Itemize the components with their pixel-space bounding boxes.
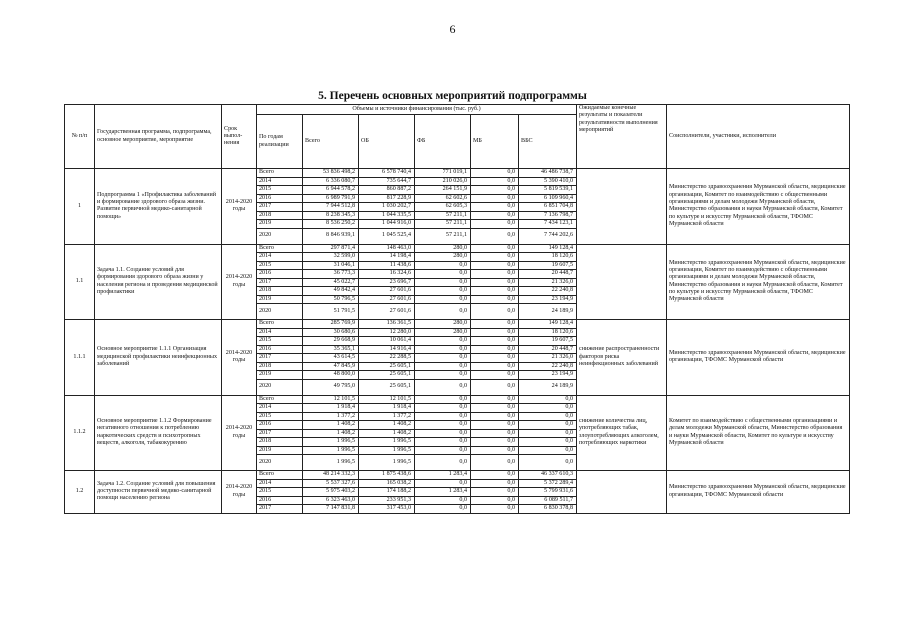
amount-mb: 0,0 (471, 496, 519, 505)
amount-fb: 0,0 (415, 379, 471, 395)
amount-fb: 0,0 (415, 354, 471, 363)
amount-ob: 136 361,5 (359, 320, 415, 329)
amount-ob: 735 644,7 (359, 177, 415, 186)
amount-total: 6 323 463,0 (303, 496, 359, 505)
year-cell: 2016 (257, 345, 303, 354)
amount-ob: 11 438,6 (359, 261, 415, 270)
year-cell: 2014 (257, 177, 303, 186)
amount-fb: 0,0 (415, 438, 471, 447)
amount-ob: 1 875 438,6 (359, 471, 415, 480)
amount-ob: 14 916,4 (359, 345, 415, 354)
amount-total: 8 536 250,2 (303, 220, 359, 229)
amount-mb: 0,0 (471, 362, 519, 371)
amount-total: 7 944 512,8 (303, 203, 359, 212)
amount-total: 53 836 498,2 (303, 169, 359, 178)
amount-total: 48 214 332,3 (303, 471, 359, 480)
amount-mb: 0,0 (471, 177, 519, 186)
amount-total: 12 101,5 (303, 395, 359, 404)
amount-ob: 817 228,9 (359, 194, 415, 203)
amount-fb: 280,0 (415, 320, 471, 329)
activities-table (64, 104, 850, 514)
amount-fb: 0,0 (415, 404, 471, 413)
amount-total: 48 800,0 (303, 371, 359, 380)
amount-ob: 10 061,4 (359, 337, 415, 346)
amount-vbs: 5 372 289,4 (519, 479, 577, 488)
amount-vbs: 5 799 931,6 (519, 488, 577, 497)
amount-ob: 233 951,3 (359, 496, 415, 505)
amount-vbs: 6 109 960,4 (519, 194, 577, 203)
amount-total: 1 408,2 (303, 421, 359, 430)
amount-vbs: 18 120,6 (519, 253, 577, 262)
year-cell: 2015 (257, 261, 303, 270)
amount-total: 297 871,4 (303, 244, 359, 253)
amount-vbs: 19 607,5 (519, 261, 577, 270)
amount-ob: 27 601,6 (359, 287, 415, 296)
amount-vbs: 149 128,4 (519, 320, 577, 329)
amount-fb: 0,0 (415, 270, 471, 279)
amount-total: 32 599,0 (303, 253, 359, 262)
amount-fb: 210 026,0 (415, 177, 471, 186)
amount-vbs: 0,0 (519, 412, 577, 421)
year-cell: 2019 (257, 446, 303, 455)
year-cell: 2019 (257, 371, 303, 380)
amount-fb: 264 151,9 (415, 186, 471, 195)
amount-mb: 0,0 (471, 194, 519, 203)
table-row (65, 471, 850, 480)
year-cell: Всего (257, 471, 303, 480)
amount-fb: 0,0 (415, 337, 471, 346)
amount-fb: 0,0 (415, 261, 471, 270)
amount-fb: 280,0 (415, 253, 471, 262)
amount-ob: 23 696,7 (359, 278, 415, 287)
activity-name: Основное мероприятие 1.1.1 Организация медицинской профилактики неинфекционных заболеваний (95, 320, 222, 396)
amount-ob: 25 605,1 (359, 362, 415, 371)
amount-ob: 27 601,6 (359, 304, 415, 320)
table-row (65, 169, 850, 178)
amount-vbs: 0,0 (519, 395, 577, 404)
expected-results (577, 471, 667, 514)
amount-vbs: 0,0 (519, 429, 577, 438)
year-cell: 2019 (257, 220, 303, 229)
row-number: 1.1.2 (65, 395, 95, 471)
amount-vbs: 21 326,0 (519, 278, 577, 287)
amount-total: 30 680,6 (303, 328, 359, 337)
year-cell: 2018 (257, 438, 303, 447)
amount-ob: 12 280,0 (359, 328, 415, 337)
amount-fb: 0,0 (415, 446, 471, 455)
amount-ob: 16 324,6 (359, 270, 415, 279)
amount-total: 8 238 345,3 (303, 211, 359, 220)
amount-fb: 0,0 (415, 278, 471, 287)
year-cell: 2017 (257, 203, 303, 212)
amount-mb: 0,0 (471, 379, 519, 395)
year-cell: 2016 (257, 496, 303, 505)
activity-name: Подпрограмма 1 «Профилактика заболеваний и формирование здорового образа жизни. Развитие первичной медико-санитарной помощи» (95, 169, 222, 245)
executors: Министерство здравоохранения Мурманской области, медицинские организации, Комитет по взаимодействию с общественными организациями и делам молодежи Мурманской области, Министерство образования и науки Мурманской области, Комитет по культуре и искусству Мурманской области, ТФОМС Мурманской области (667, 244, 850, 320)
year-cell: 2020 (257, 379, 303, 395)
amount-ob: 1 044 916,0 (359, 220, 415, 229)
amount-mb: 0,0 (471, 278, 519, 287)
amount-fb: 1 283,4 (415, 471, 471, 480)
amount-fb: 62 605,3 (415, 203, 471, 212)
amount-ob: 14 198,4 (359, 253, 415, 262)
year-cell: 2017 (257, 505, 303, 514)
header-fb: ФБ (415, 115, 471, 169)
amount-fb: 0,0 (415, 496, 471, 505)
execution-term: 2014-2020 годы (222, 395, 257, 471)
header-term: Срок выпол-нения (222, 105, 257, 169)
year-cell: 2017 (257, 278, 303, 287)
amount-total: 6 944 578,2 (303, 186, 359, 195)
amount-vbs: 20 448,7 (519, 345, 577, 354)
year-cell: 2016 (257, 421, 303, 430)
year-cell: 2015 (257, 412, 303, 421)
year-cell: 2018 (257, 211, 303, 220)
amount-fb: 0,0 (415, 295, 471, 304)
amount-total: 5 975 403,2 (303, 488, 359, 497)
header-program: Государственная программа, подпрограмма, основное мероприятие, мероприятие (95, 105, 222, 169)
amount-mb: 0,0 (471, 304, 519, 320)
amount-mb: 0,0 (471, 488, 519, 497)
header-total: Всего (303, 115, 359, 169)
amount-total: 35 365,1 (303, 345, 359, 354)
amount-mb: 0,0 (471, 320, 519, 329)
year-cell: Всего (257, 395, 303, 404)
table-row (65, 320, 850, 329)
amount-ob: 165 038,2 (359, 479, 415, 488)
amount-mb: 0,0 (471, 404, 519, 413)
amount-mb: 0,0 (471, 421, 519, 430)
amount-mb: 0,0 (471, 471, 519, 480)
amount-mb: 0,0 (471, 287, 519, 296)
amount-vbs: 46 486 738,7 (519, 169, 577, 178)
amount-ob: 12 101,5 (359, 395, 415, 404)
amount-vbs: 0,0 (519, 421, 577, 430)
year-cell: 2014 (257, 479, 303, 488)
amount-mb: 0,0 (471, 446, 519, 455)
header-mb: МБ (471, 115, 519, 169)
activity-name: Задача 1.1. Создание условий для формирования здорового образа жизни у населения региона и проведения медицинской профилактики (95, 244, 222, 320)
amount-vbs: 21 326,0 (519, 354, 577, 363)
amount-total: 1 996,5 (303, 446, 359, 455)
amount-mb: 0,0 (471, 261, 519, 270)
amount-vbs: 23 194,9 (519, 295, 577, 304)
amount-ob: 22 288,5 (359, 354, 415, 363)
amount-fb: 0,0 (415, 455, 471, 471)
year-cell: Всего (257, 169, 303, 178)
amount-ob: 25 605,1 (359, 379, 415, 395)
amount-mb: 0,0 (471, 253, 519, 262)
amount-mb: 0,0 (471, 479, 519, 488)
amount-vbs: 149 128,4 (519, 244, 577, 253)
amount-vbs: 22 240,8 (519, 362, 577, 371)
amount-total: 1 918,4 (303, 404, 359, 413)
amount-ob: 27 601,6 (359, 295, 415, 304)
amount-mb: 0,0 (471, 345, 519, 354)
amount-mb: 0,0 (471, 354, 519, 363)
amount-ob: 1 996,5 (359, 446, 415, 455)
expected-results: снижение количества лиц, употребляющих табак, злоупотребляющих алкоголем, потребляющих наркотики (577, 395, 667, 471)
amount-fb: 0,0 (415, 412, 471, 421)
amount-ob: 1 044 335,5 (359, 211, 415, 220)
amount-fb: 0,0 (415, 421, 471, 430)
page-number: 6 (449, 22, 456, 36)
amount-ob: 1 996,5 (359, 455, 415, 471)
amount-vbs: 0,0 (519, 404, 577, 413)
amount-mb: 0,0 (471, 328, 519, 337)
year-cell: Всего (257, 244, 303, 253)
year-cell: 2020 (257, 304, 303, 320)
amount-ob: 174 188,2 (359, 488, 415, 497)
amount-fb: 0,0 (415, 287, 471, 296)
amount-ob: 860 887,2 (359, 186, 415, 195)
amount-vbs: 46 337 610,3 (519, 471, 577, 480)
header-years: По годам реализации (257, 115, 303, 169)
amount-mb: 0,0 (471, 438, 519, 447)
header-num: № п/п (65, 105, 95, 169)
year-cell: 2014 (257, 404, 303, 413)
amount-vbs: 5 390 410,0 (519, 177, 577, 186)
amount-vbs: 0,0 (519, 455, 577, 471)
amount-mb: 0,0 (471, 429, 519, 438)
amount-fb: 57 211,1 (415, 211, 471, 220)
header-funding-group: Объемы и источники финансирования (тыс. руб.) (257, 105, 577, 115)
header-vbs: ВБС (519, 115, 577, 169)
amount-fb: 1 283,4 (415, 488, 471, 497)
amount-total: 29 668,9 (303, 337, 359, 346)
amount-mb: 0,0 (471, 295, 519, 304)
amount-fb: 62 602,6 (415, 194, 471, 203)
table-row (65, 244, 850, 253)
row-number: 1.1 (65, 244, 95, 320)
amount-ob: 1 377,2 (359, 412, 415, 421)
amount-fb: 57 211,1 (415, 220, 471, 229)
year-cell: 2015 (257, 186, 303, 195)
amount-vbs: 23 194,9 (519, 371, 577, 380)
amount-fb: 0,0 (415, 304, 471, 320)
amount-ob: 25 605,1 (359, 371, 415, 380)
amount-total: 1 408,2 (303, 429, 359, 438)
executors: Министерство здравоохранения Мурманской области, медицинские организации, Комитет по взаимодействию с общественными организациями и делам молодежи Мурманской области, Министерство образования и науки Мурманской области, Комитет по культуре и искусству Мурманской области, ТФОМС Мурманской области (667, 169, 850, 245)
header-ob: ОБ (359, 115, 415, 169)
amount-vbs: 5 819 539,1 (519, 186, 577, 195)
amount-vbs: 6 830 378,8 (519, 505, 577, 514)
amount-mb: 0,0 (471, 203, 519, 212)
amount-ob: 148 463,0 (359, 244, 415, 253)
amount-total: 1 996,5 (303, 438, 359, 447)
year-cell: 2018 (257, 287, 303, 296)
amount-vbs: 6 089 511,7 (519, 496, 577, 505)
amount-total: 50 796,5 (303, 295, 359, 304)
amount-fb: 0,0 (415, 345, 471, 354)
amount-fb: 0,0 (415, 362, 471, 371)
amount-fb: 280,0 (415, 328, 471, 337)
expected-results: снижение распространенности факторов риска неинфекционных заболеваний (577, 320, 667, 396)
year-cell: 2016 (257, 194, 303, 203)
activity-name: Основное мероприятие 1.1.2 Формирование негативного отношения к потреблению наркотических средств и психотропных веществ, алкоголя, табакокурению (95, 395, 222, 471)
amount-total: 1 996,5 (303, 455, 359, 471)
year-cell: 2017 (257, 429, 303, 438)
amount-vbs: 22 240,8 (519, 287, 577, 296)
amount-fb: 0,0 (415, 371, 471, 380)
amount-fb: 0,0 (415, 429, 471, 438)
year-cell: 2015 (257, 337, 303, 346)
year-cell: 2017 (257, 354, 303, 363)
amount-total: 5 537 327,6 (303, 479, 359, 488)
year-cell: 2015 (257, 488, 303, 497)
amount-ob: 1 918,4 (359, 404, 415, 413)
year-cell: 2018 (257, 362, 303, 371)
amount-vbs: 0,0 (519, 438, 577, 447)
amount-ob: 1 996,5 (359, 438, 415, 447)
year-cell: 2016 (257, 270, 303, 279)
execution-term: 2014-2020 годы (222, 169, 257, 245)
amount-ob: 1 045 525,4 (359, 228, 415, 244)
amount-mb: 0,0 (471, 270, 519, 279)
row-number: 1 (65, 169, 95, 245)
amount-fb: 280,0 (415, 244, 471, 253)
amount-ob: 1 408,2 (359, 421, 415, 430)
document-title: 5. Перечень основных мероприятий подпрограммы (318, 90, 587, 102)
amount-total: 1 377,2 (303, 412, 359, 421)
table-row (65, 395, 850, 404)
year-cell: Всего (257, 320, 303, 329)
amount-vbs: 7 434 123,1 (519, 220, 577, 229)
executors: Министерство здравоохранения Мурманской области, медицинские организации, ТФОМС Мурманской области (667, 320, 850, 396)
amount-ob: 6 578 740,4 (359, 169, 415, 178)
activity-name: Задача 1.2. Создание условий для повышения доступности первичной медико-санитарной помощи населению региона (95, 471, 222, 514)
execution-term: 2014-2020 годы (222, 471, 257, 514)
amount-ob: 1 408,2 (359, 429, 415, 438)
executors: Комитет по взаимодействию с общественными организациями и делам молодежи Мурманской области, Министерство образования и науки Мурманской области, Комитет по культуре и искусству Мурманской области (667, 395, 850, 471)
amount-vbs: 19 607,5 (519, 337, 577, 346)
amount-total: 6 336 080,7 (303, 177, 359, 186)
amount-vbs: 0,0 (519, 446, 577, 455)
amount-fb: 0,0 (415, 505, 471, 514)
amount-mb: 0,0 (471, 186, 519, 195)
amount-ob: 1 030 202,7 (359, 203, 415, 212)
amount-total: 45 022,7 (303, 278, 359, 287)
amount-mb: 0,0 (471, 211, 519, 220)
amount-vbs: 7 744 202,6 (519, 228, 577, 244)
executors: Министерство здравоохранения Мурманской области, медицинские организации, ТФОМС Мурманской области (667, 471, 850, 514)
row-number: 1.1.1 (65, 320, 95, 396)
amount-fb: 771 019,1 (415, 169, 471, 178)
amount-mb: 0,0 (471, 412, 519, 421)
amount-mb: 0,0 (471, 337, 519, 346)
amount-mb: 0,0 (471, 455, 519, 471)
amount-total: 285 769,9 (303, 320, 359, 329)
amount-vbs: 7 136 798,7 (519, 211, 577, 220)
header-results: Ожидаемые конечные результаты и показатели результативности выполнения мероприятий (577, 105, 667, 169)
amount-fb: 0,0 (415, 479, 471, 488)
amount-mb: 0,0 (471, 169, 519, 178)
amount-total: 36 773,3 (303, 270, 359, 279)
amount-mb: 0,0 (471, 395, 519, 404)
amount-total: 47 845,9 (303, 362, 359, 371)
activities-table-container (64, 104, 849, 640)
year-cell: 2020 (257, 455, 303, 471)
year-cell: 2019 (257, 295, 303, 304)
amount-vbs: 20 448,7 (519, 270, 577, 279)
amount-vbs: 24 189,9 (519, 379, 577, 395)
amount-mb: 0,0 (471, 244, 519, 253)
amount-total: 43 614,5 (303, 354, 359, 363)
expected-results (577, 244, 667, 320)
amount-mb: 0,0 (471, 228, 519, 244)
amount-mb: 0,0 (471, 220, 519, 229)
header-executors: Соисполнители, участники, исполнители (667, 105, 850, 169)
year-cell: 2020 (257, 228, 303, 244)
execution-term: 2014-2020 годы (222, 320, 257, 396)
amount-total: 8 846 939,1 (303, 228, 359, 244)
year-cell: 2014 (257, 253, 303, 262)
amount-total: 49 795,0 (303, 379, 359, 395)
amount-total: 6 989 791,9 (303, 194, 359, 203)
amount-vbs: 24 189,9 (519, 304, 577, 320)
amount-total: 51 791,5 (303, 304, 359, 320)
amount-vbs: 6 851 704,8 (519, 203, 577, 212)
amount-total: 31 046,1 (303, 261, 359, 270)
amount-mb: 0,0 (471, 371, 519, 380)
amount-total: 7 147 831,8 (303, 505, 359, 514)
amount-total: 49 842,4 (303, 287, 359, 296)
amount-fb: 57 211,1 (415, 228, 471, 244)
amount-mb: 0,0 (471, 505, 519, 514)
amount-vbs: 18 120,6 (519, 328, 577, 337)
amount-fb: 0,0 (415, 395, 471, 404)
expected-results (577, 169, 667, 245)
execution-term: 2014-2020 годы (222, 244, 257, 320)
year-cell: 2014 (257, 328, 303, 337)
amount-ob: 317 453,0 (359, 505, 415, 514)
row-number: 1.2 (65, 471, 95, 514)
table-body (65, 169, 850, 514)
